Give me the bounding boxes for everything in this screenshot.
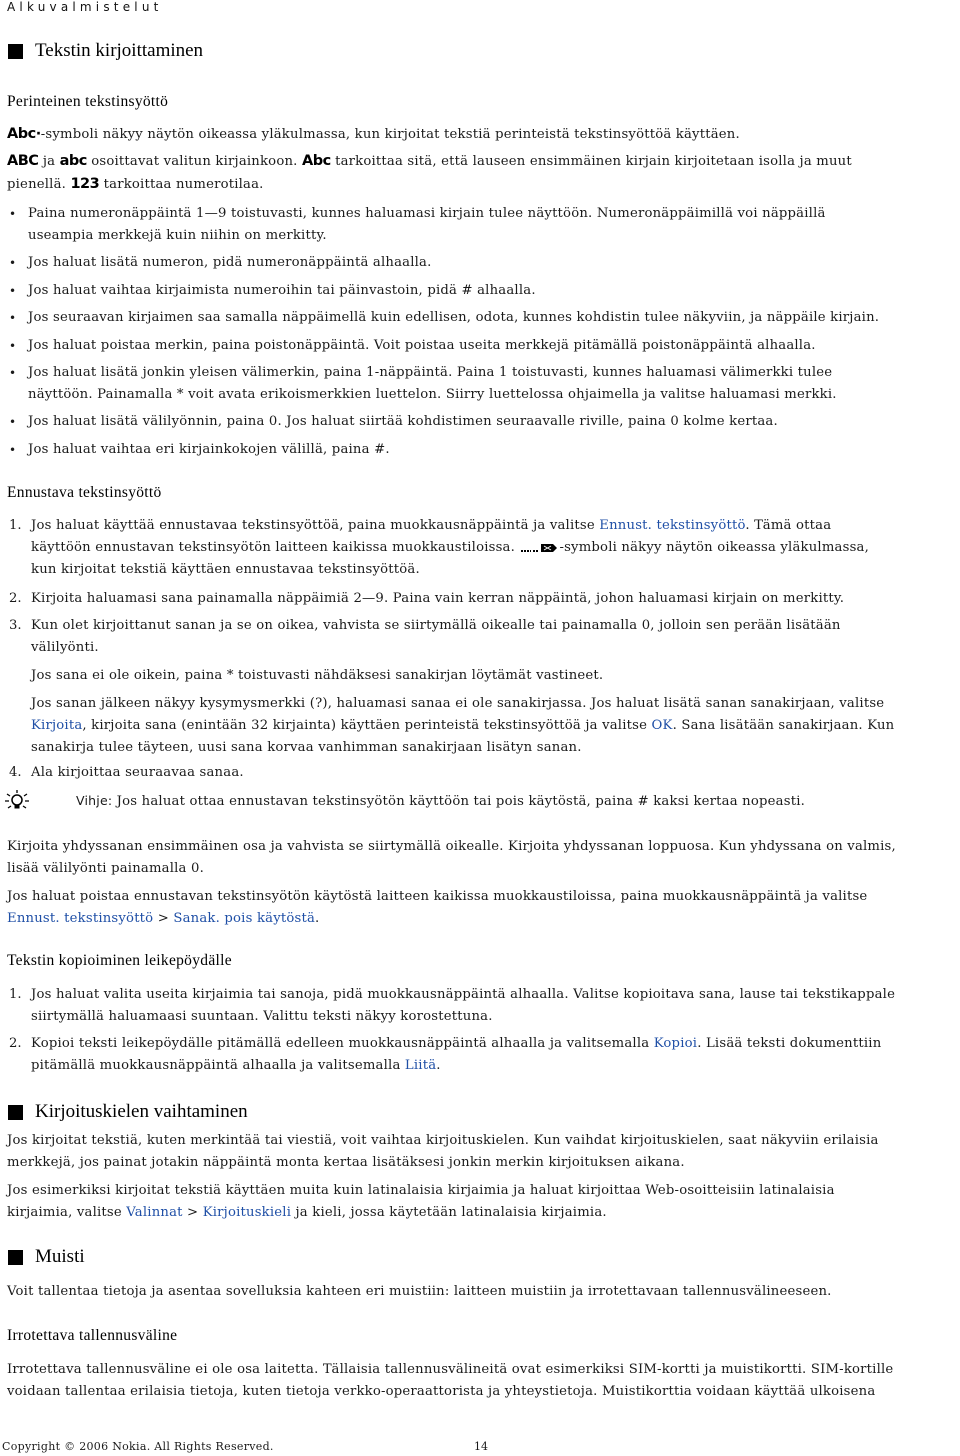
paragraph-kirjoituskieli-1: Jos kirjoitat tekstiä, kuten merkintää tai viestiä, voit vaihtaa kirjoituskielen. Kun vaihdat kirjoituskielen, saat näkyviin erilaisia merkkejä, jos painat jotakin näppäintä monta kertaa lisätäksesi jonkin merkin kirjoituksen aikana. <box>7 1133 879 1170</box>
menu-link-kirjoita[interactable]: Kirjoita <box>31 718 83 733</box>
abc-uppercase-icon: ABC <box>7 153 39 169</box>
tip-label: Vihje: <box>76 793 113 808</box>
paragraph-trad-intro <box>7 123 852 196</box>
section-title: Muisti <box>35 1246 85 1267</box>
predictive-text-icon <box>519 542 559 554</box>
paragraph-irrotettava: Irrotettava tallennusväline ei ole osa laitetta. Tällaisia tallennusvälineitä ovat esimerkiksi SIM-kortti ja muistikortti. SIM-kortille voidaan tallentaa erilaisia tietoja, kuten tietoja verkko-operaattorista ja yhteystietoja. Muistikorttia voidaan käyttää ulkoisena <box>7 1362 894 1399</box>
paragraph-kirjoituskieli-2: Jos esimerkiksi kirjoitat tekstiä käyttäen muita kuin latinalaisia kirjaimia ja haluat kirjoittaa Web-osoitteisiin latinalaisia kirjaimia, valitse Valinnat > Kirjoituskieli ja kieli, jossa käytetään latinalaisia kirjaimia. <box>7 1183 835 1220</box>
lightbulb-tip-icon <box>2 788 32 814</box>
heading-square-icon <box>8 1105 23 1120</box>
heading-square-icon <box>8 1250 23 1265</box>
section-title: Tekstin kirjoittaminen <box>35 40 204 61</box>
page-number: 14 <box>474 1440 488 1453</box>
subheading-perinteinen: Perinteinen tekstinsyöttö <box>7 93 169 110</box>
menu-link-sanak-pois-kaytosta[interactable]: Sanak. pois käytöstä <box>173 911 316 926</box>
subheading-ennustava: Ennustava tekstinsyöttö <box>7 484 162 501</box>
bullet-item: • Jos haluat lisätä jonkin yleisen välimerkin, paina 1-näppäintä. Paina 1 toistuvasti, kunnes haluamasi välimerkki tulee näyttöön. Painamalla * voit avata erikoismerkkien luettelon. Siirry luettelossa ohjaimella ja valitse haluamasi merkki. <box>7 362 816 406</box>
bullet-item: • Jos haluat poistaa merkin, paina poistonäppäintä. Voit poistaa useita merkkejä pitämällä poistonäppäintä alhaalla. <box>7 335 795 357</box>
paragraph-compound-words: Kirjoita yhdyssanan ensimmäinen osa ja vahvista se siirtymällä oikealle. Kirjoita yhdyssanan loppuosa. Kun yhdyssana on valmis, lisää välilyönti painamalla 0. <box>7 839 896 876</box>
bullet-item: • Jos seuraavan kirjaimen saa samalla näppäimellä kuin edellisen, odota, kunnes kohdistin tulee näkyviin, ja näppäile kirjain. <box>7 307 858 329</box>
subheading-irrotettava: Irrotettava tallennusväline <box>7 1327 178 1344</box>
numbered-item: 4. Ala kirjoittaa seuraavaa sanaa. <box>9 765 244 780</box>
menu-link-liita[interactable]: Liitä <box>404 1058 437 1073</box>
abc-lowercase-icon: abc <box>59 153 87 169</box>
bullet-item: • Jos haluat vaihtaa eri kirjainkokojen välillä, paina #. <box>7 439 369 461</box>
heading-square-icon <box>8 44 23 59</box>
menu-link-ennust-tekstinsyotto[interactable]: Ennust. tekstinsyöttö <box>599 518 746 533</box>
numeric-mode-icon: 123 <box>70 176 100 192</box>
menu-link-ennust-tekstinsyotto[interactable]: Ennust. tekstinsyöttö <box>7 911 154 926</box>
text-line: ABC ja abc osoittavat valitun kirjainkoon. Abc tarkoittaa sitä, että lauseen ensimmäinen kirjain kirjoitetaan isolla ja muut <box>7 150 852 173</box>
bullet-item: • Paina numeronäppäintä 1—9 toistuvasti, kunnes haluamasi kirjain tulee näyttöön. Numeronäppäimillä voi näppäillä useampia merkkejä kuin niihin on merkitty. <box>7 203 805 247</box>
numbered-item: 1. Jos haluat käyttää ennustavaa tekstinsyöttöä, paina muokkausnäppäintä ja valitse Ennust. tekstinsyöttö. Tämä ottaa käyttöön ennustavan tekstinsyötön laitteen kaikissa muokkaustiloissa. -symboli näkyy näytön oikeassa yläkulmassa, kun kirjoitat tekstiä käyttäen ennustavaa tekstinsyöttöä. <box>9 518 869 577</box>
numbered-item: 1. Jos haluat valita useita kirjaimia tai sanoja, pidä muokkausnäppäintä alhaalla. Valitse kopioitava sana, lause tai tekstikappale siirtymällä haluamaasi suuntaan. Valittu teksti näkyy korostettuna. <box>9 987 896 1024</box>
tip-paragraph: Vihje: Jos haluat ottaa ennustavan tekstinsyötön käyttöön tai pois käytöstä, paina # kaksi kertaa nopeasti. <box>76 793 806 809</box>
paragraph-muisti: Voit tallentaa tietoja ja asentaa sovelluksia kahteen eri muistiin: laitteen muistiin ja irrotettavaan tallennusvälineeseen. <box>7 1284 832 1299</box>
section-heading-kirjoituskieli <box>8 1101 248 1123</box>
text-line: pienellä. 123 tarkoittaa numerotilaa. <box>7 173 852 196</box>
footer-copyright: Copyright © 2006 Nokia. All Rights Reserved. <box>2 1440 274 1453</box>
section-title: Kirjoituskielen vaihtaminen <box>35 1101 248 1122</box>
numbered-item: 2. Kopioi teksti leikepöydälle pitämällä edelleen muokkausnäppäintä alhaalla ja valitsemalla Kopioi. Lisää teksti dokumenttiin pitämällä muokkausnäppäintä alhaalla ja valitsemalla Liitä. <box>9 1036 882 1073</box>
section-heading-muisti <box>8 1246 85 1268</box>
numbered-item: 2. Kirjoita haluamasi sana painamalla näppäimiä 2—9. Paina vain kerran näppäintä, johon haluamasi kirjain on merkitty. <box>9 591 845 606</box>
abc-sentence-case-icon: Abc· <box>7 126 41 142</box>
running-head: Alkuvalmistelut <box>7 0 163 14</box>
menu-link-ok[interactable]: OK <box>651 718 673 733</box>
menu-link-kopioi[interactable]: Kopioi <box>653 1036 698 1051</box>
bullet-item: • Jos haluat lisätä välilyönnin, paina 0. Jos haluat siirtää kohdistimen seuraavalle riville, paina 0 kolme kertaa. <box>7 411 757 433</box>
section-heading-tekstin-kirjoittaminen <box>8 40 203 62</box>
subheading-kopioiminen: Tekstin kopioiminen leikepöydälle <box>7 952 232 969</box>
numbered-item: 3. Kun olet kirjoittanut sanan ja se on oikea, vahvista se siirtymällä oikealle tai painamalla 0, jolloin sen perään lisätään välilyönti. Jos sana ei ole oikein, paina * toistuvasti nähdäksesi sanakirjan löytämät vastineet. Jos sanan jälkeen näkyy kysymysmerkki (?), haluamasi sanaa ei ole sanakirjassa. Jos haluat lisätä sanan sanakirjaan, valitse Kirjoita, kirjoita sana (enintään 32 kirjainta) käyttäen perinteistä tekstinsyöttöä ja valitse OK. Sana lisätään sanakirjaan. Kun sanakirja tulee täyteen, uusi sana korvaa vanhimman sanakirjaan lisätyn sanan. <box>9 618 895 755</box>
paragraph-disable-predictive: Jos haluat poistaa ennustavan tekstinsyötön käytöstä laitteen kaikissa muokkaustiloissa, paina muokkausnäppäintä ja valitse Ennust. tekstinsyöttö > Sanak. pois käytöstä. <box>7 889 868 926</box>
menu-link-kirjoituskieli[interactable]: Kirjoituskieli <box>202 1205 292 1220</box>
menu-link-valinnat[interactable]: Valinnat <box>126 1205 183 1220</box>
bullet-item: • Jos haluat lisätä numeron, pidä numeronäppäintä alhaalla. <box>7 252 411 274</box>
abc-sentence-case-icon: Abc <box>301 153 331 169</box>
bullet-item: • Jos haluat vaihtaa kirjaimista numeroihin tai päinvastoin, pidä # alhaalla. <box>7 280 515 302</box>
text-line: Abc·-symboli näkyy näytön oikeassa yläkulmassa, kun kirjoitat tekstiä perinteistä tekstinsyöttöä käyttäen. <box>7 123 852 146</box>
